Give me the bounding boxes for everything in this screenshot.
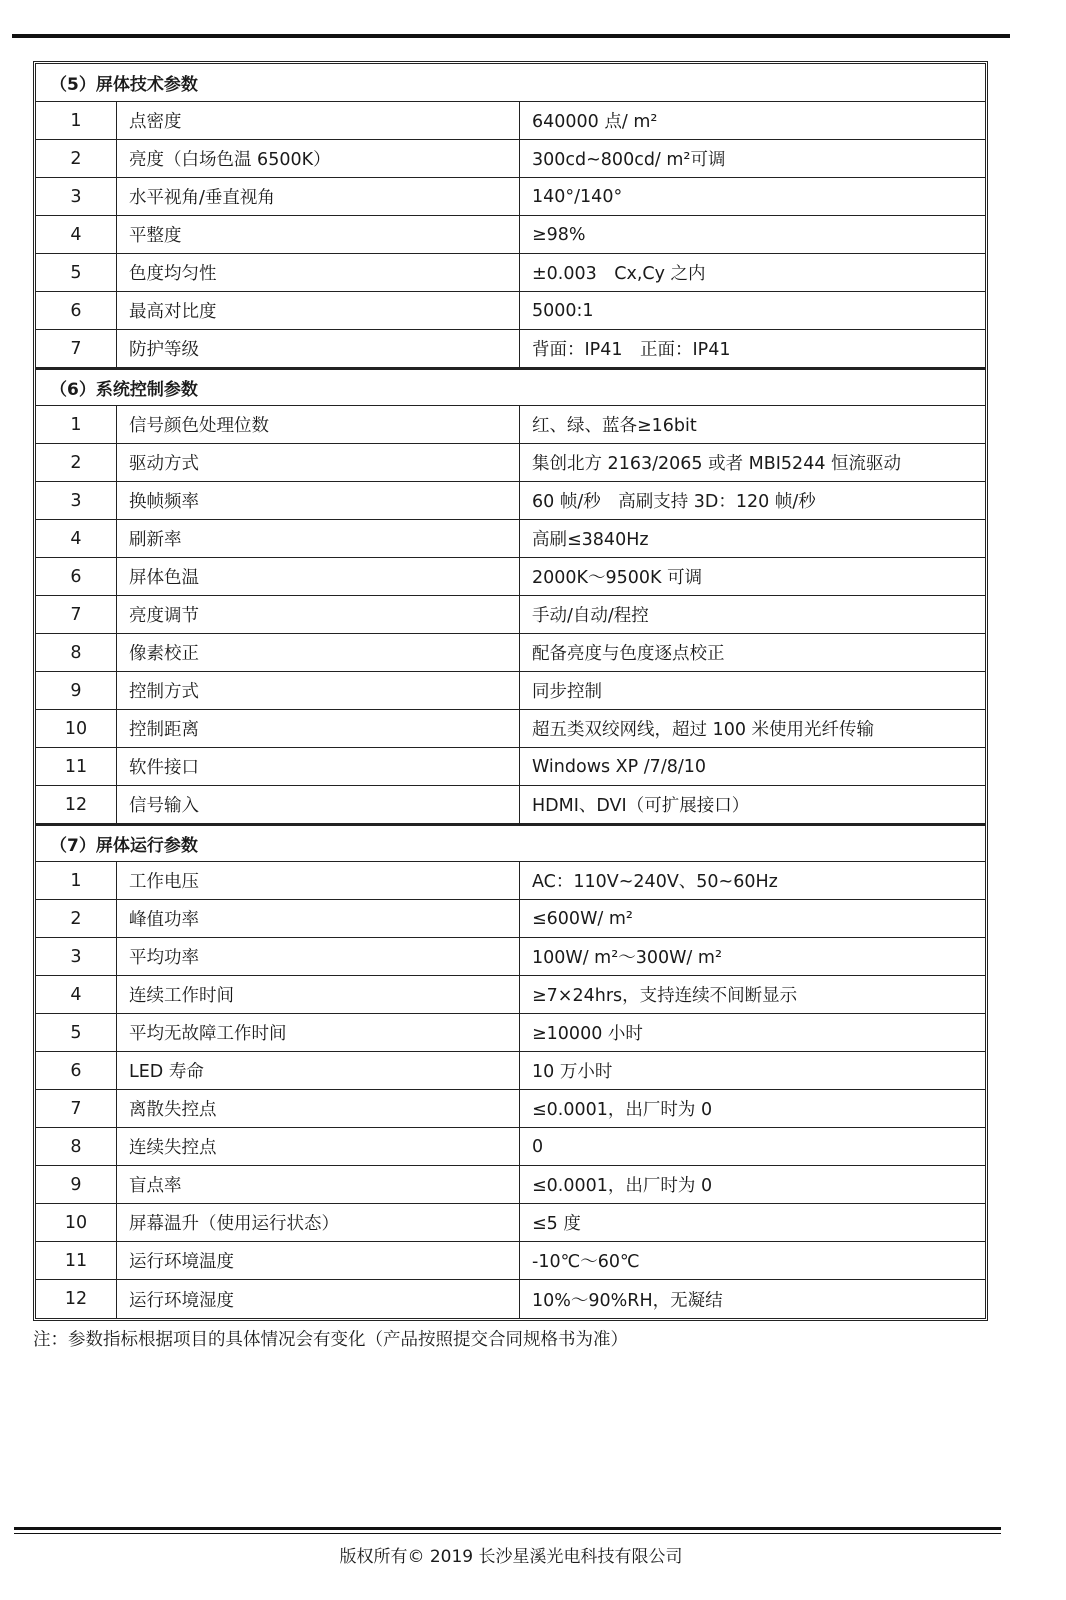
table-row [36,1204,985,1242]
copyright-footer: 版权所有© 2019 长沙星溪光电科技有限公司 [339,1547,683,1567]
row-number: 5 [36,1014,117,1051]
spec-table [33,61,988,1321]
bottom-rule [14,1527,1001,1530]
parameter-value: ≥10000 小时 [532,1024,643,1044]
parameter-name: 连续失控点 [117,1128,520,1165]
row-number: 12 [36,1280,117,1318]
row-number: 2 [36,140,117,177]
parameter-value: 10%～90%RH，无凝结 [532,1290,723,1311]
table-row [36,482,985,520]
table-row [36,1280,985,1318]
row-number: 5 [36,254,117,291]
parameter-name: LED 寿命 [117,1052,520,1089]
row-number: 2 [36,900,117,937]
parameter-name: 屏幕温升（使用运行状态） [117,1204,520,1241]
parameter-name: 信号颜色处理位数 [117,406,520,443]
parameter-name: 盲点率 [117,1166,520,1203]
parameter-value: 高刷≤3840Hz [532,530,649,550]
table-row [36,254,985,292]
parameter-name: 运行环境温度 [117,1242,520,1279]
parameter-name: 色度均匀性 [117,254,520,291]
row-number: 6 [36,1052,117,1089]
table-row [36,1166,985,1204]
table-row [36,1090,985,1128]
parameter-name: 水平视角/垂直视角 [117,178,520,215]
parameter-value: 100W/ m²～300W/ m² [532,948,722,968]
row-number: 8 [36,634,117,671]
table-row [36,786,985,824]
parameter-value: 红、绿、蓝各≥16bit [532,416,697,436]
parameter-name: 连续工作时间 [117,976,520,1013]
parameter-name: 平整度 [117,216,520,253]
row-number: 9 [36,1166,117,1203]
table-row [36,976,985,1014]
row-number: 1 [36,406,117,443]
table-row [36,444,985,482]
table-row [36,406,985,444]
table-row [36,1052,985,1090]
parameter-name: 防护等级 [117,330,520,367]
parameter-value: ≤0.0001，出厂时为 0 [532,1100,713,1120]
parameter-name: 换帧频率 [117,482,520,519]
row-number: 2 [36,444,117,481]
parameter-value: 0 [532,1136,544,1157]
parameter-name: 亮度（白场色温 6500K） [117,140,520,177]
row-number: 8 [36,1128,117,1165]
parameter-value: 60 帧/秒 高刷支持 3D：120 帧/秒 [532,492,816,512]
parameter-name: 工作电压 [117,862,520,899]
parameter-value: ≥7×24hrs，支持连续不间断显示 [532,986,798,1006]
table-row [36,102,985,140]
parameter-value: 手动/自动/程控 [532,606,649,626]
row-number: 4 [36,976,117,1013]
row-number: 7 [36,330,117,367]
parameter-name: 峰值功率 [117,900,520,937]
row-number: 1 [36,862,117,899]
row-number: 9 [36,672,117,709]
parameter-value: 10 万小时 [532,1062,613,1082]
parameter-value: 超五类双绞网线，超过 100 米使用光纤传输 [532,720,875,740]
row-number: 12 [36,786,117,823]
parameter-value: ≤600W/ m² [532,908,633,929]
table-row [36,710,985,748]
table-row [36,558,985,596]
table-row [36,1128,985,1166]
table-row [36,330,985,368]
parameter-value: 集创北方 2163/2065 或者 MBI5244 恒流驱动 [532,454,902,474]
row-number: 6 [36,558,117,595]
bottom-rule-thin [14,1533,1001,1534]
table-row [36,672,985,710]
parameter-name: 像素校正 [117,634,520,671]
table-row [36,634,985,672]
parameter-name: 驱动方式 [117,444,520,481]
section-title: （6）系统控制参数 [36,368,985,406]
parameter-value: 2000K～9500K 可调 [532,568,703,588]
parameter-name: 平均无故障工作时间 [117,1014,520,1051]
row-number: 4 [36,520,117,557]
parameter-name: 控制方式 [117,672,520,709]
parameter-name: 信号输入 [117,786,520,823]
parameter-value: 背面：IP41 正面：IP41 [532,340,731,360]
row-number: 10 [36,1204,117,1241]
parameter-value: ≤5 度 [532,1214,581,1234]
table-row [36,216,985,254]
top-rule [12,34,1010,38]
row-number: 3 [36,482,117,519]
parameter-value: 配备亮度与色度逐点校正 [532,644,725,664]
parameter-value: ≥98% [532,224,586,245]
row-number: 6 [36,292,117,329]
parameter-name: 亮度调节 [117,596,520,633]
parameter-name: 离散失控点 [117,1090,520,1127]
parameter-value: 同步控制 [532,682,602,702]
parameter-value: 5000:1 [532,300,594,321]
parameter-name: 运行环境湿度 [117,1280,520,1318]
parameter-name: 软件接口 [117,748,520,785]
table-row [36,596,985,634]
parameter-value: HDMI、DVI（可扩展接口） [532,796,750,816]
parameter-name: 平均功率 [117,938,520,975]
parameter-name: 控制距离 [117,710,520,747]
table-row [36,900,985,938]
table-row [36,140,985,178]
parameter-name: 刷新率 [117,520,520,557]
row-number: 3 [36,938,117,975]
footnote: 注：参数指标根据项目的具体情况会有变化（产品按照提交合同规格书为准） [33,1330,628,1350]
row-number: 7 [36,1090,117,1127]
table-row [36,938,985,976]
row-number: 1 [36,102,117,139]
parameter-value: 300cd~800cd/ m²可调 [532,150,726,170]
parameter-value: Windows XP /7/8/10 [532,756,707,777]
table-row [36,520,985,558]
parameter-name: 点密度 [117,102,520,139]
row-number: 4 [36,216,117,253]
parameter-value: ±0.003 Cx,Cy 之内 [532,264,706,284]
table-row [36,1242,985,1280]
section-title: （5）屏体技术参数 [36,64,985,102]
table-row [36,1014,985,1052]
row-number: 3 [36,178,117,215]
parameter-name: 最高对比度 [117,292,520,329]
table-row [36,178,985,216]
parameter-value: 640000 点/ m² [532,112,658,132]
section-title: （7）屏体运行参数 [36,824,985,862]
row-number: 10 [36,710,117,747]
parameter-value: -10℃～60℃ [532,1252,640,1272]
row-number: 7 [36,596,117,633]
table-row [36,748,985,786]
row-number: 11 [36,1242,117,1279]
parameter-value: 140°/140° [532,186,623,207]
parameter-value: AC：110V~240V、50~60Hz [532,872,778,892]
parameter-name: 屏体色温 [117,558,520,595]
table-row [36,862,985,900]
row-number: 11 [36,748,117,785]
table-row [36,292,985,330]
parameter-value: ≤0.0001，出厂时为 0 [532,1176,713,1196]
